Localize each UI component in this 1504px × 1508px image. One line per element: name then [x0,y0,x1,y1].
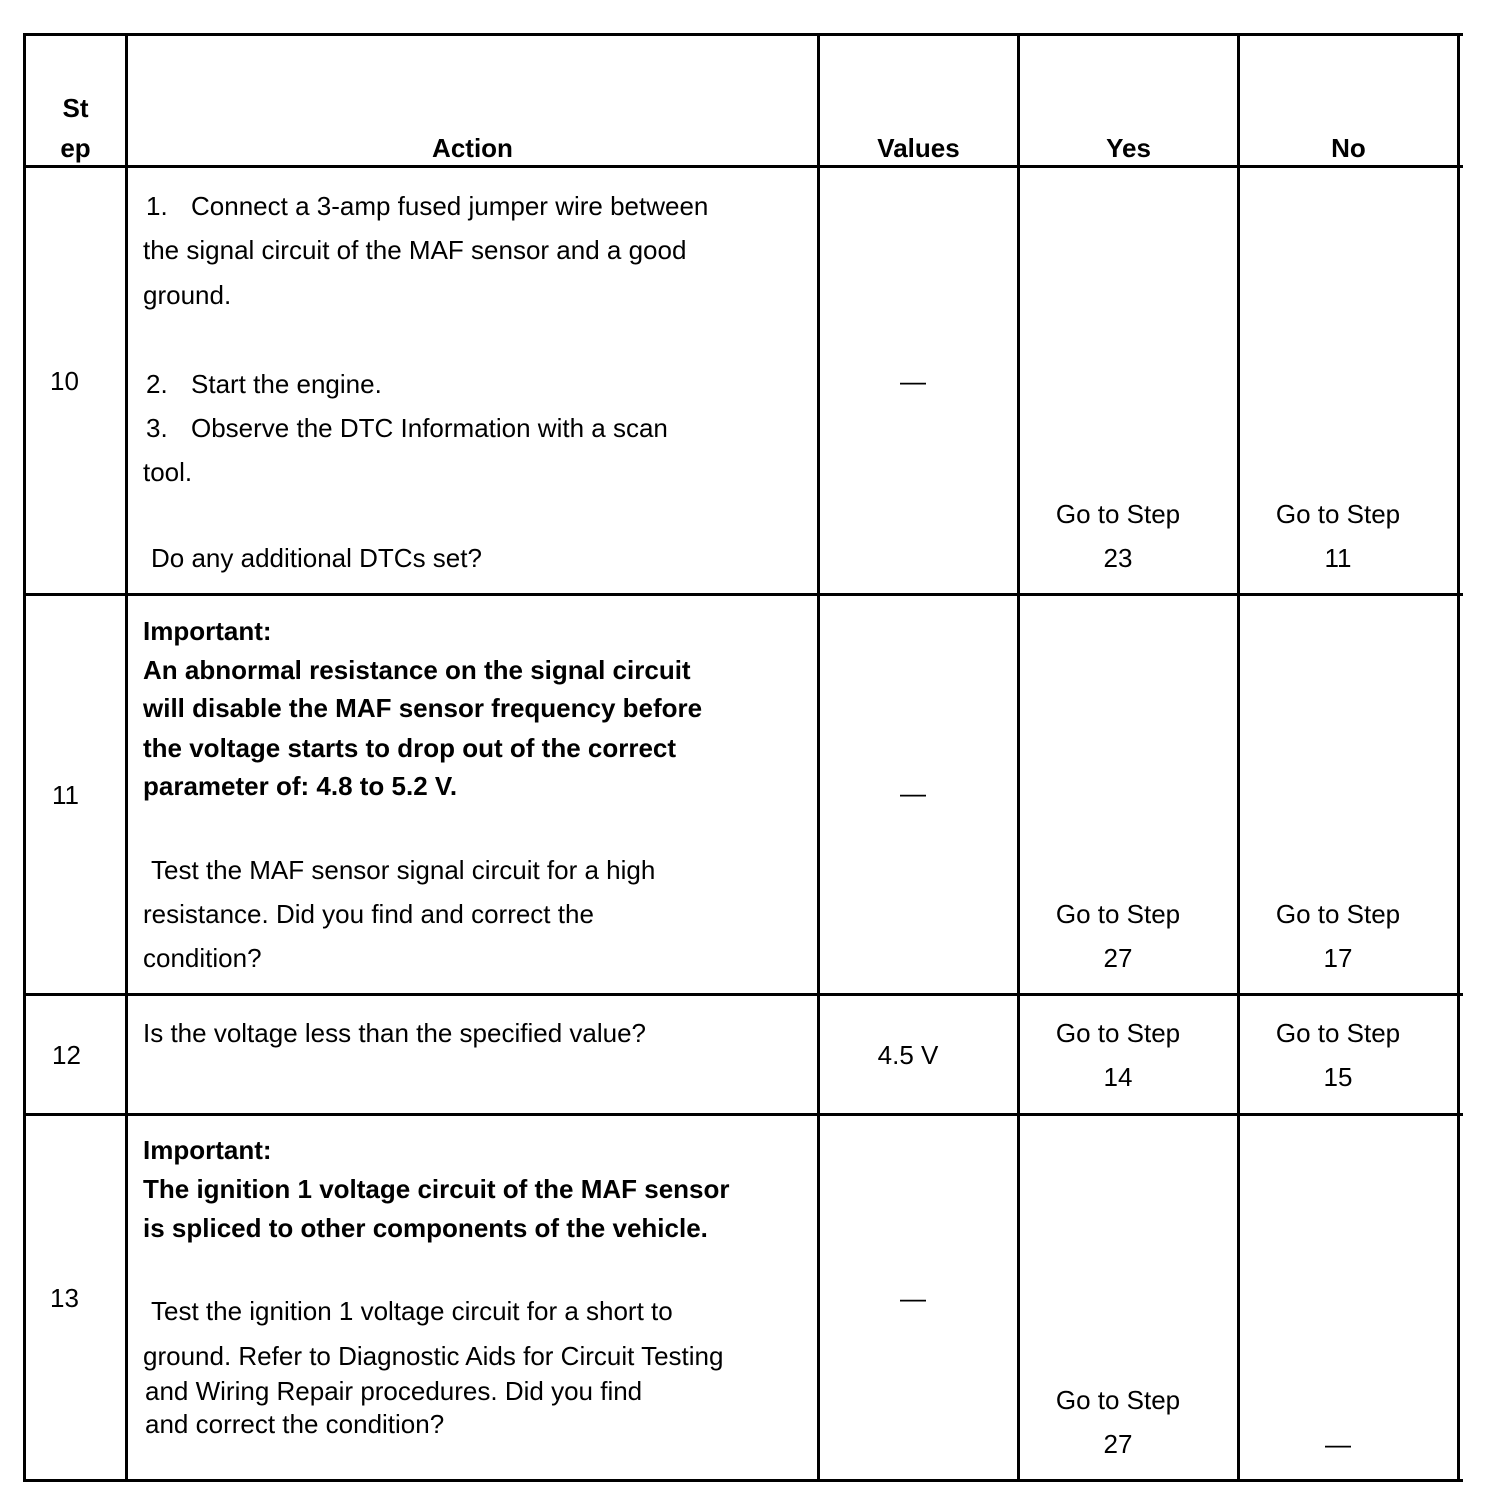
action-question: ground. Refer to Diagnostic Aids for Circuit Testing [143,1341,724,1371]
action-text: ground. [143,280,232,310]
yes-cell: Go to Step 27 [1055,1385,1181,1459]
action-item-number: 3. [146,413,168,443]
important-text: the voltage starts to drop out of the correct [143,733,677,763]
no-cell: — [1325,1429,1351,1459]
yes-cell: Go to Step 23 [1055,499,1181,573]
important-label: Important: [143,616,272,646]
header-no: No [1331,133,1366,163]
action-question: resistance. Did you find and correct the [143,899,594,929]
action-question: Test the ignition 1 voltage circuit for a short to [151,1296,673,1326]
action-question: condition? [143,943,262,973]
action-question: and correct the condition? [145,1409,445,1439]
action-question: and Wiring Repair procedures. Did you find [145,1376,643,1406]
table-border-top [23,33,1463,36]
important-text: parameter of: 4.8 to 5.2 V. [143,771,458,801]
values-cell: 4.5 V [877,1040,939,1070]
row-divider-10 [23,593,1463,596]
header-action: Action [432,133,513,163]
action-item-number: 2. [146,369,168,399]
action-question: Test the MAF sensor signal circuit for a high [151,855,656,885]
important-text: An abnormal resistance on the signal circuit [143,655,691,685]
no-cell: Go to Step 17 [1275,899,1401,973]
yes-cell: Go to Step 27 [1055,899,1181,973]
column-divider-values [1017,33,1020,1482]
header-values: Values [877,133,960,163]
important-text: The ignition 1 voltage circuit of the MAF sensor [143,1174,730,1204]
action-text: Connect a 3-amp fused jumper wire between [191,191,709,221]
yes-cell: Go to Step 14 [1055,1018,1181,1092]
important-text: is spliced to other components of the vehicle. [143,1213,708,1243]
row-divider-12 [23,1113,1463,1116]
step-number: 12 [52,1040,81,1070]
row-divider-11 [23,993,1463,996]
action-question: Is the voltage less than the specified value? [143,1018,646,1048]
values-cell: — [900,778,926,808]
no-cell: Go to Step 11 [1275,499,1401,573]
action-text: Start the engine. [191,369,382,399]
values-cell: — [900,1283,926,1313]
column-divider-action [817,33,820,1482]
header-step: St ep [60,93,91,163]
action-text: the signal circuit of the MAF sensor and a good [143,235,687,265]
table-border-bottom [23,1479,1463,1482]
no-cell: Go to Step 15 [1275,1018,1401,1092]
important-text: will disable the MAF sensor frequency before [143,693,703,723]
values-cell: — [900,366,926,396]
header-yes: Yes [1106,133,1151,163]
action-item-number: 1. [146,191,168,221]
header-divider [23,165,1463,168]
table-border-right [1457,33,1460,1482]
important-label: Important: [143,1135,272,1165]
action-question: Do any additional DTCs set? [151,543,482,573]
column-divider-yes [1237,33,1240,1482]
table-border-left [23,33,26,1482]
step-number: 10 [50,366,79,396]
action-text: Observe the DTC Information with a scan [191,413,668,443]
column-divider-step [125,33,128,1482]
action-text: tool. [143,457,193,487]
step-number: 13 [50,1283,79,1313]
step-number: 11 [52,780,79,810]
